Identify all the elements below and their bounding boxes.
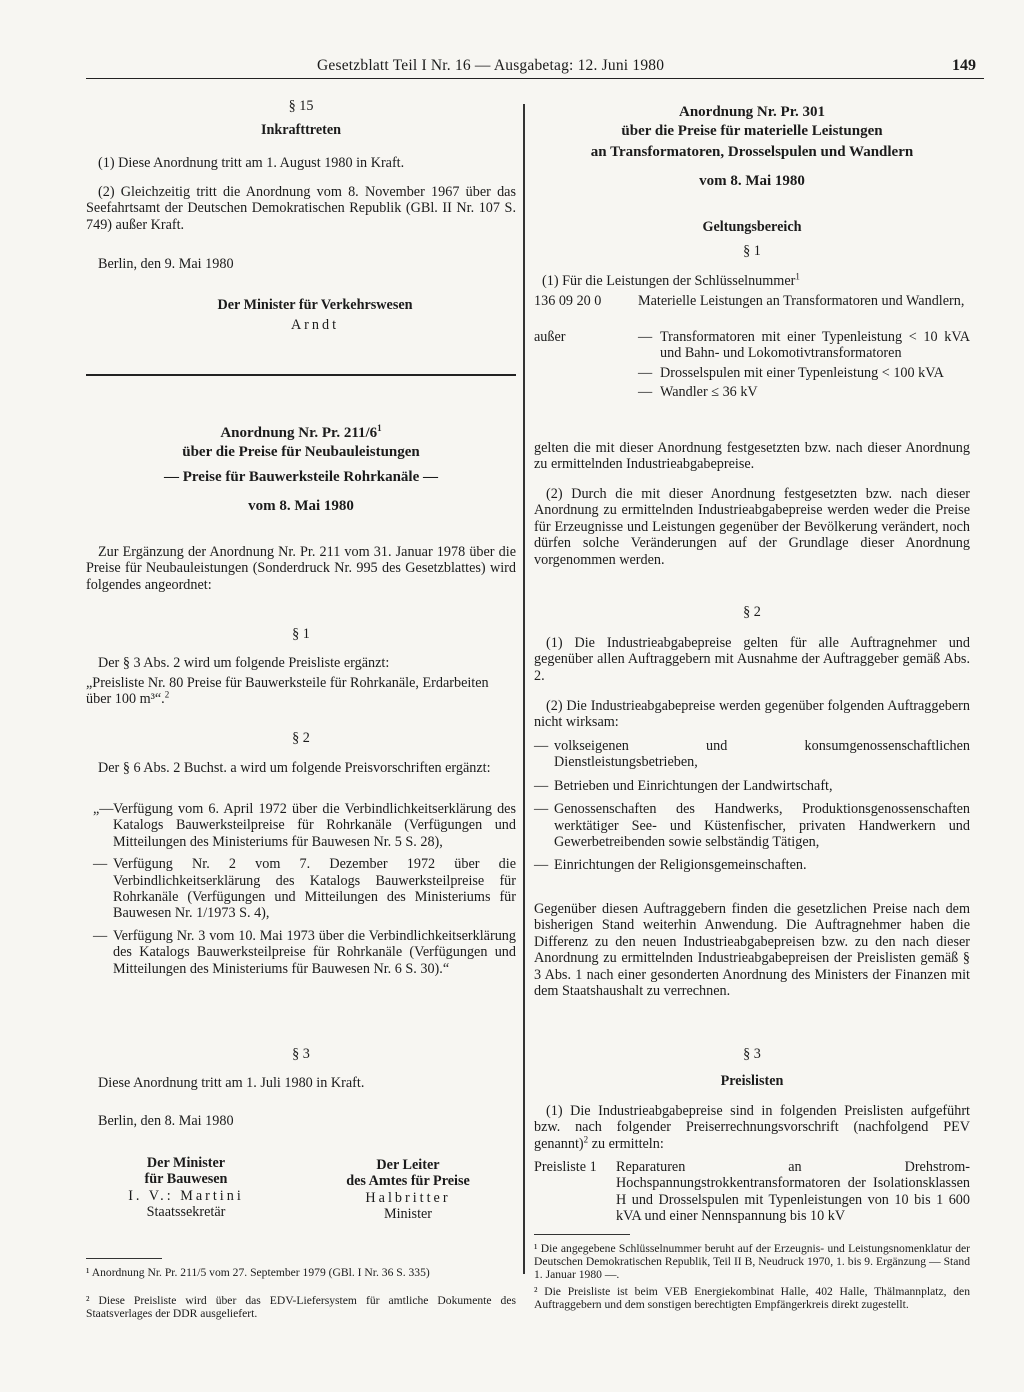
list-item: — Genossenschaften des Handwerks, Produktionsgenossenschaften werktätiger See- und Küstenfischer, privaten Handwerkern und Gewerbetreibenden sowie selbständig Tätigen, <box>534 801 970 851</box>
place-date-1: Berlin, den 9. Mai 1980 <box>98 256 234 272</box>
list-item: „— Verfügung vom 6. April 1972 über die Verbindlichkeitserklärung des Katalogs Bauwerksteilpreise für Rohrkanäle (Verfügungen und Mitteilungen des Ministeriums für Bauwesen Nr. 5 S. 28), <box>93 801 516 850</box>
ordinance-211-title: Anordnung Nr. Pr. $211/6^1$ <box>220 423 382 441</box>
ord-211-section-2: § 2 <box>292 730 310 746</box>
section-15-number: § 15 <box>288 98 314 114</box>
gazette-title: Gesetzblatt Teil I Nr. 16 — Ausgabetag: 12. Juni 1980 <box>317 57 665 74</box>
section-15-para-2: (2) Gleichzeitig tritt die Anordnung vom 8. November 1967 über das Seefahrtsamt der Deutschen Demokratischen Republik (GBl. II Nr. 107 S. 749) außer Kraft. <box>86 184 516 233</box>
list-item: — Betrieben und Einrichtungen der Landwirtschaft, <box>534 777 833 794</box>
ord-211-section-3: § 3 <box>292 1046 310 1062</box>
ordinance-211-subtitle: über die Preise für Neubauleistungen <box>182 444 420 460</box>
ord-301-s2-para-2: (2) Die Industrieabgabepreise werden gegenüber folgenden Auftraggebern nicht wirksam: <box>534 698 970 731</box>
footnote-rule <box>534 1234 630 1235</box>
key-number: 136 09 20 0 <box>534 293 602 309</box>
key-number-row <box>534 293 970 309</box>
ord-301-s1-para-2: (2) Durch die mit dieser Anordnung festgesetzten bzw. nach dieser Anordnung zu ermittelnden Industrieabgabepreise werden weder die Preise für Erzeugnisse und Leistungen gegenüber der Bevölkerung verändert, noch dürfen solche Veränderungen auf der Grundlage dieser Anordnung vorgenommen werden. <box>534 486 970 568</box>
ordinance-301-subtitle: über die Preise für materielle Leistungen <box>621 123 883 139</box>
ord-211-section-1: § 1 <box>292 626 310 642</box>
scope-title: Geltungsbereich <box>702 219 802 235</box>
place-date-2: Berlin, den 8. Mai 1980 <box>98 1113 234 1129</box>
ord-301-s2-list <box>534 738 970 874</box>
ord-301-section-3: § 3 <box>743 1046 761 1062</box>
ordinance-301-subtitle-2: an Transformatoren, Drosselspulen und Wandlern <box>590 144 914 160</box>
ordinance-211-subtitle-2: — Preise für Bauwerksteile Rohrkanäle — <box>163 469 438 485</box>
price-list-label: Preisliste 1 <box>534 1159 597 1175</box>
page-number: 149 <box>952 57 976 74</box>
list-item: — volkseigenen und konsumgenossenschaftlichen Dienstleistungsbetrieben, <box>534 738 970 771</box>
ord-301-section-2: § 2 <box>743 604 761 620</box>
ord-301-s3-para-1: (1) Die Industrieabgabepreise sind in folgenden Preislisten aufgeführt bzw. nach folgender Preiserrechnungsvorschrift (nachfolgend PEV genannt)$^2$ zu ermitteln: <box>534 1103 970 1152</box>
section-rule <box>86 374 516 376</box>
signer-1-name: Arndt <box>290 317 340 333</box>
list-item: — Verfügung Nr. 3 vom 10. Mai 1973 über die Verbindlichkeitserklärung des Katalogs Bauwerksteilpreise für Rohrkanäle (Verfügungen und Mitteilungen des Ministeriums für Bauwesen Nr. 6 S. 30).“ <box>93 927 516 977</box>
signer-1-title: Der Minister für Verkehrswesen <box>217 297 413 313</box>
exception-item: — Wandler ≤ 36 kV <box>638 384 758 401</box>
ord-211-s2-list <box>86 801 516 977</box>
ordinance-211-date: vom 8. Mai 1980 <box>248 498 354 514</box>
right-column <box>534 98 970 1312</box>
ord-301-section-1: § 1 <box>743 243 761 259</box>
price-lists-title: Preislisten <box>720 1073 784 1089</box>
footnote-1: ¹ Anordnung Nr. Pr. 211/5 vom 27. September 1979 (GBl. I Nr. 36 S. 335) <box>86 1266 430 1279</box>
ord-211-s3-para-1: Diese Anordnung tritt am 1. Juli 1980 in Kraft. <box>98 1075 365 1091</box>
page-header <box>86 54 984 79</box>
except-label: außer <box>534 329 566 345</box>
signature-right: Der Leiter des Amtes für Preise Halbritter Minister <box>346 1157 470 1223</box>
exceptions-block <box>534 329 970 401</box>
list-item: — Einrichtungen der Religionsgemeinschaften. <box>534 857 807 874</box>
ordinance-211-intro: Zur Ergänzung der Anordnung Nr. Pr. 211 vom 31. Januar 1978 über die Preise für Neubauleistungen (Sonderdruck Nr. 995 des Gesetzblattes) wird folgendes angeordnet: <box>86 544 516 593</box>
ord-211-s1-para-2: „Preisliste Nr. 80 Preise für Bauwerksteile für Rohrkanäle, Erdarbeiten über 100 m³“.$^2$ <box>86 675 489 708</box>
list-item: — Verfügung Nr. 2 vom 7. Dezember 1972 über die Verbindlichkeitserklärung des Katalogs Bauwerksteilpreise für Rohrkanäle (Verfügungen und Mitteilungen des Ministeriums für Bauwesen Nr. 1/1973 S. 4), <box>93 856 516 922</box>
exception-item: — Drosselspulen mit einer Typenleistung < 100 kVA <box>638 364 944 381</box>
exception-item: — Transformatoren mit einer Typenleistung < 10 kVA und Bahn- und Lokomotivtransformatoren <box>638 329 970 362</box>
ord-301-s1-para-1-end: gelten die mit dieser Anordnung festgesetzten bzw. nach dieser Anordnung zu ermittelnden Industrieabgabepreise. <box>534 440 970 473</box>
ord-301-s2-para-1: (1) Die Industrieabgabepreise gelten für alle Auftragnehmer und gegenüber allen Auftraggebern mit Ausnahme der Auftraggeber gemäß Abs. 2. <box>534 635 970 684</box>
footnote-1: ¹ Die angegebene Schlüsselnummer beruht auf der Erzeugnis- und Leistungsnomenklatur der Deutschen Demokratischen Republik, Teil II B, Neudruck 1970, 1. bis 9. Ergänzung — Stand 1. Januar 1980 —. <box>534 1242 970 1282</box>
key-number-text: Materielle Leistungen an Transformatoren und Wandlern, <box>638 293 965 309</box>
ordinance-301-title: Anordnung Nr. Pr. 301 <box>678 104 825 120</box>
price-list-text: Reparaturen an Drehstrom-Hochspannungstrokkentransformatoren der Isolationsklassen H und Drosselspulen mit Typenleistungen von 10 bis 1 600 kVA und einer Nennspannung bis 10 kV <box>616 1159 970 1225</box>
section-15-para-1: (1) Diese Anordnung tritt am 1. August 1980 in Kraft. <box>98 155 405 171</box>
ord-211-s2-para-1: Der § 6 Abs. 2 Buchst. a wird um folgende Preisvorschriften ergänzt: <box>98 760 491 776</box>
footnote-2: ² Die Preisliste ist beim VEB Energiekombinat Halle, 402 Halle, Thälmannplatz, den Auftraggebern und dem sonstigen berechtigten Empfängerkreis direkt zugestellt. <box>534 1285 970 1312</box>
section-15-title: Inkrafttreten <box>260 122 342 138</box>
footnote-rule <box>86 1258 162 1259</box>
ord-301-s1-para-1: (1) Für die Leistungen der Schlüsselnummer$^1$ <box>542 271 800 289</box>
ord-211-s1-para-1: Der § 3 Abs. 2 wird um folgende Preisliste ergänzt: <box>98 655 390 671</box>
footnote-2: ² Diese Preisliste wird über das EDV-Liefersystem für amtliche Dokumente des Staatsverlages der DDR ausgeliefert. <box>86 1294 516 1321</box>
ord-301-s2-para-3: Gegenüber diesen Auftraggebern finden die gesetzlichen Preise nach dem bisherigen Stand weiterhin Anwendung. Die Auftragnehmer haben die Differenz zu den neuen Industrieabgabepreisen bzw. zu den nach dieser Anordnung zu ermittelnden Industrieabgabepreisen der Preislisten gemäß § 3 Abs. 1 nach einer gesonderten Anordnung des Ministers der Finanzen mit dem Staatshaushalt zu verrechnen. <box>534 901 970 1000</box>
price-list-1 <box>534 1159 970 1225</box>
signature-left: Der Minister für Bauwesen I. V.: Martini Staatssekretär <box>128 1155 244 1221</box>
column-divider <box>523 104 525 1274</box>
ordinance-301-date: vom 8. Mai 1980 <box>699 173 805 189</box>
